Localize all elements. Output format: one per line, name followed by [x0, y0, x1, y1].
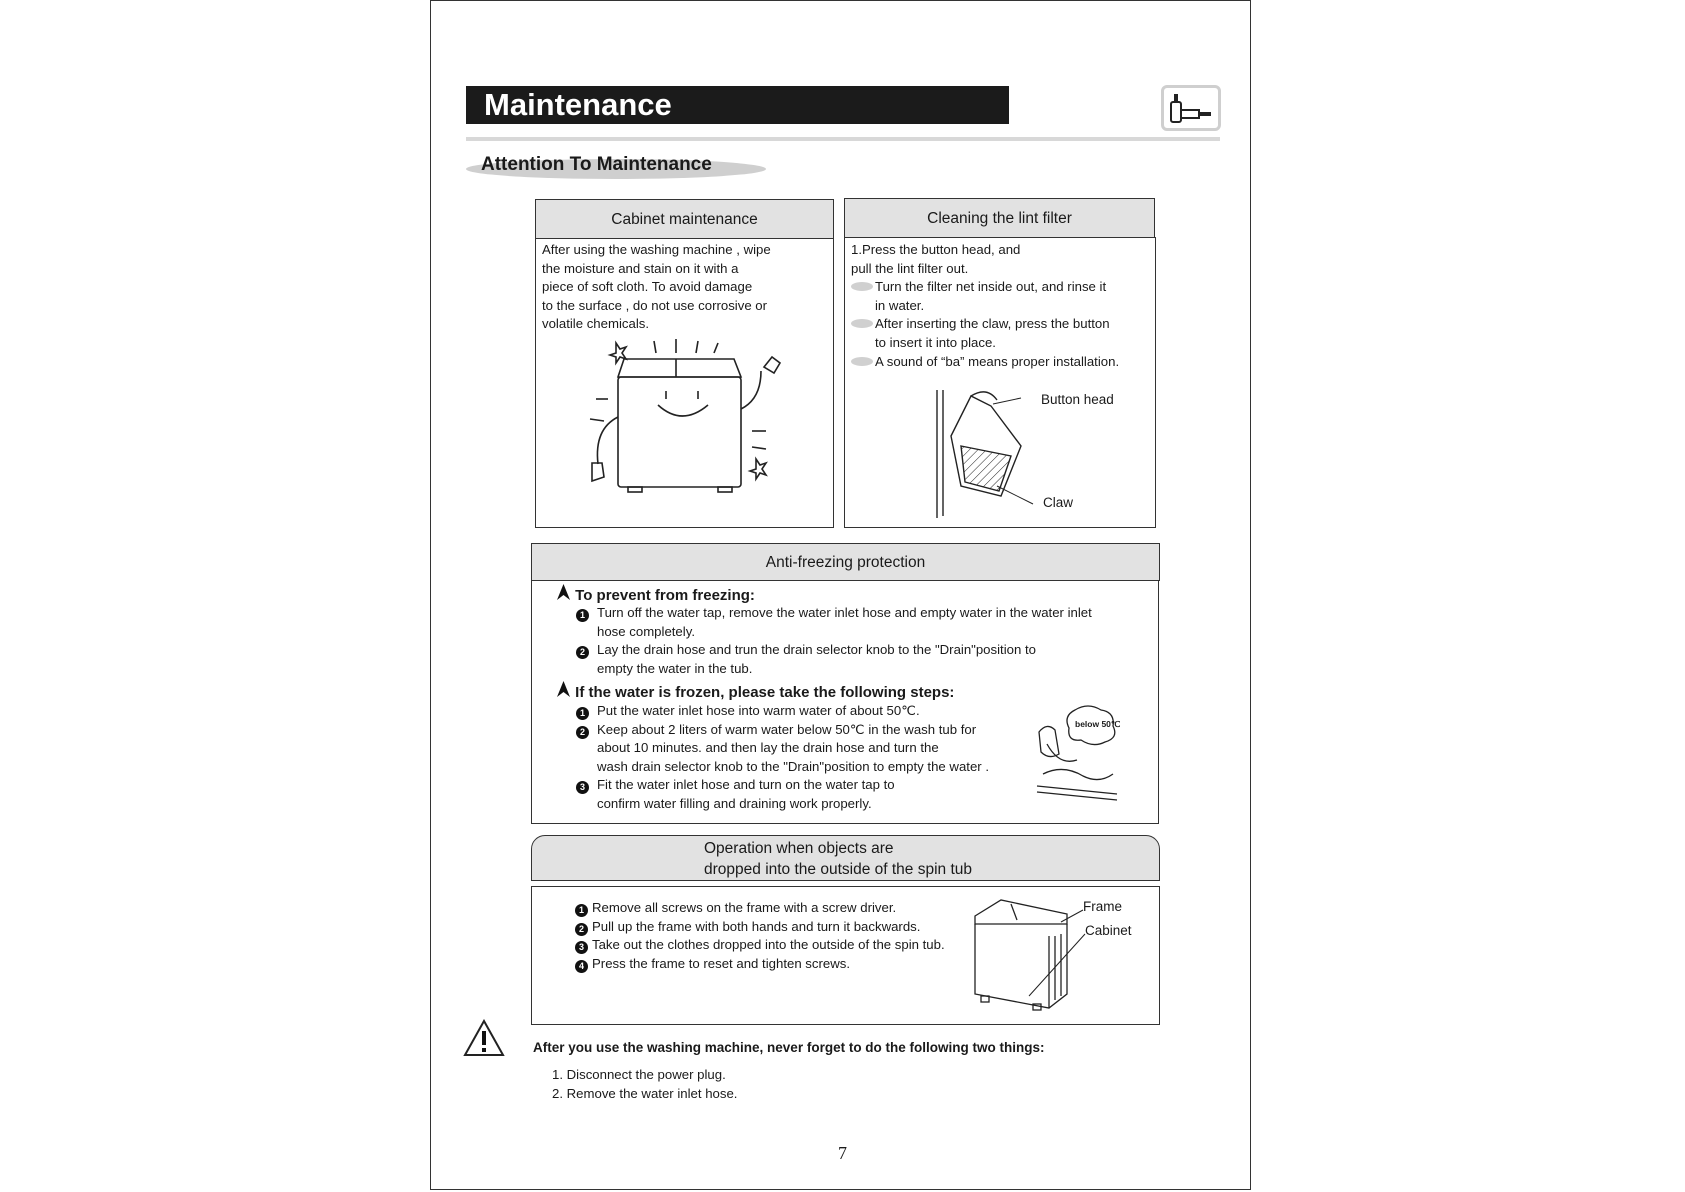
arrow-icon [557, 584, 571, 604]
objects-steps: 1 Remove all screws on the frame with a screw driver. 2 Pull up the frame with both hands and turn it backwards. 3 Take out the clothes dropped into the outside of the spin tub. 4 Press the frame to reset and tighten screws. [575, 899, 945, 973]
arrow-icon [557, 681, 571, 701]
frozen-heading: If the water is frozen, please take the following steps: [557, 681, 954, 701]
button-head-label: Button head [1041, 392, 1114, 407]
claw-label: Claw [1043, 495, 1074, 510]
lint-filter-header: Cleaning the lint filter [844, 198, 1155, 238]
prevent-heading: To prevent from freezing: [557, 584, 755, 604]
step-number-1: 1 [576, 707, 589, 720]
maintenance-tools-icon [1161, 85, 1221, 131]
step-number-1: 1 [576, 609, 589, 622]
antifreeze-header: Anti-freezing protection [531, 543, 1160, 581]
cabinet-label: Cabinet [1085, 923, 1132, 938]
title-divider [466, 137, 1220, 141]
warning-triangle-icon [463, 1019, 505, 1057]
step-marker [851, 357, 873, 366]
cabinet-text: After using the washing machine , wipe the moisture and stain on it with a piece of soft cloth. To avoid damage to the surface , do not use corrosive or volatile chemicals. [542, 242, 771, 332]
frame-label: Frame [1083, 899, 1123, 914]
step-number-2: 2 [576, 726, 589, 739]
page-number: 7 [838, 1143, 847, 1163]
warning-items: 1. Disconnect the power plug. 2. Remove the water inlet hose. [552, 1067, 738, 1101]
step-number-2: 2 [576, 646, 589, 659]
step-marker [851, 319, 873, 328]
step-number-3: 3 [576, 781, 589, 794]
step-number-2: 2 [575, 923, 588, 936]
manual-page [430, 0, 1251, 1190]
step-number-3: 3 [575, 941, 588, 954]
warning-heading: After you use the washing machine, never forget to do the following two things: [533, 1040, 1045, 1055]
frozen-steps: 1 Put the water inlet hose into warm water of about 50℃. 2 Keep about 2 liters of warm water below 50℃ in the wash tub for about 10 minutes. and then lay the drain hose and turn the wash drain selector knob to the "Drain"position to empty the water . 3 Fit the water inlet hose and turn on the water tap to confirm water filling and draining work properly. [576, 702, 989, 814]
cabinet-header: Cabinet maintenance [535, 199, 834, 239]
objects-header: Operation when objects are dropped into the outside of the spin tub [531, 835, 1160, 881]
happy-washer-illustration [576, 339, 786, 499]
prevent-steps: 1 Turn off the water tap, remove the water inlet hose and empty water in the water inlet hose completely. 2 Lay the drain hose and trun the drain selector knob to the "Drain"position to empty the water in the tub. [576, 604, 1092, 678]
subheading: Attention To Maintenance [481, 154, 712, 175]
step-marker [851, 282, 873, 291]
below-50-label: below 50℃ [1075, 719, 1121, 729]
leader-lines [1021, 906, 1091, 1001]
lint-filter-steps: 1.Press the button head, and pull the lint filter out. Turn the filter net inside out, and rinse it in water. After inserting the claw, press the button to insert it into place. A sound of “ba” means proper installation. [851, 242, 1120, 369]
page-title: Maintenance [466, 86, 1009, 124]
step-number-4: 4 [575, 960, 588, 973]
step-number-1: 1 [575, 904, 588, 917]
